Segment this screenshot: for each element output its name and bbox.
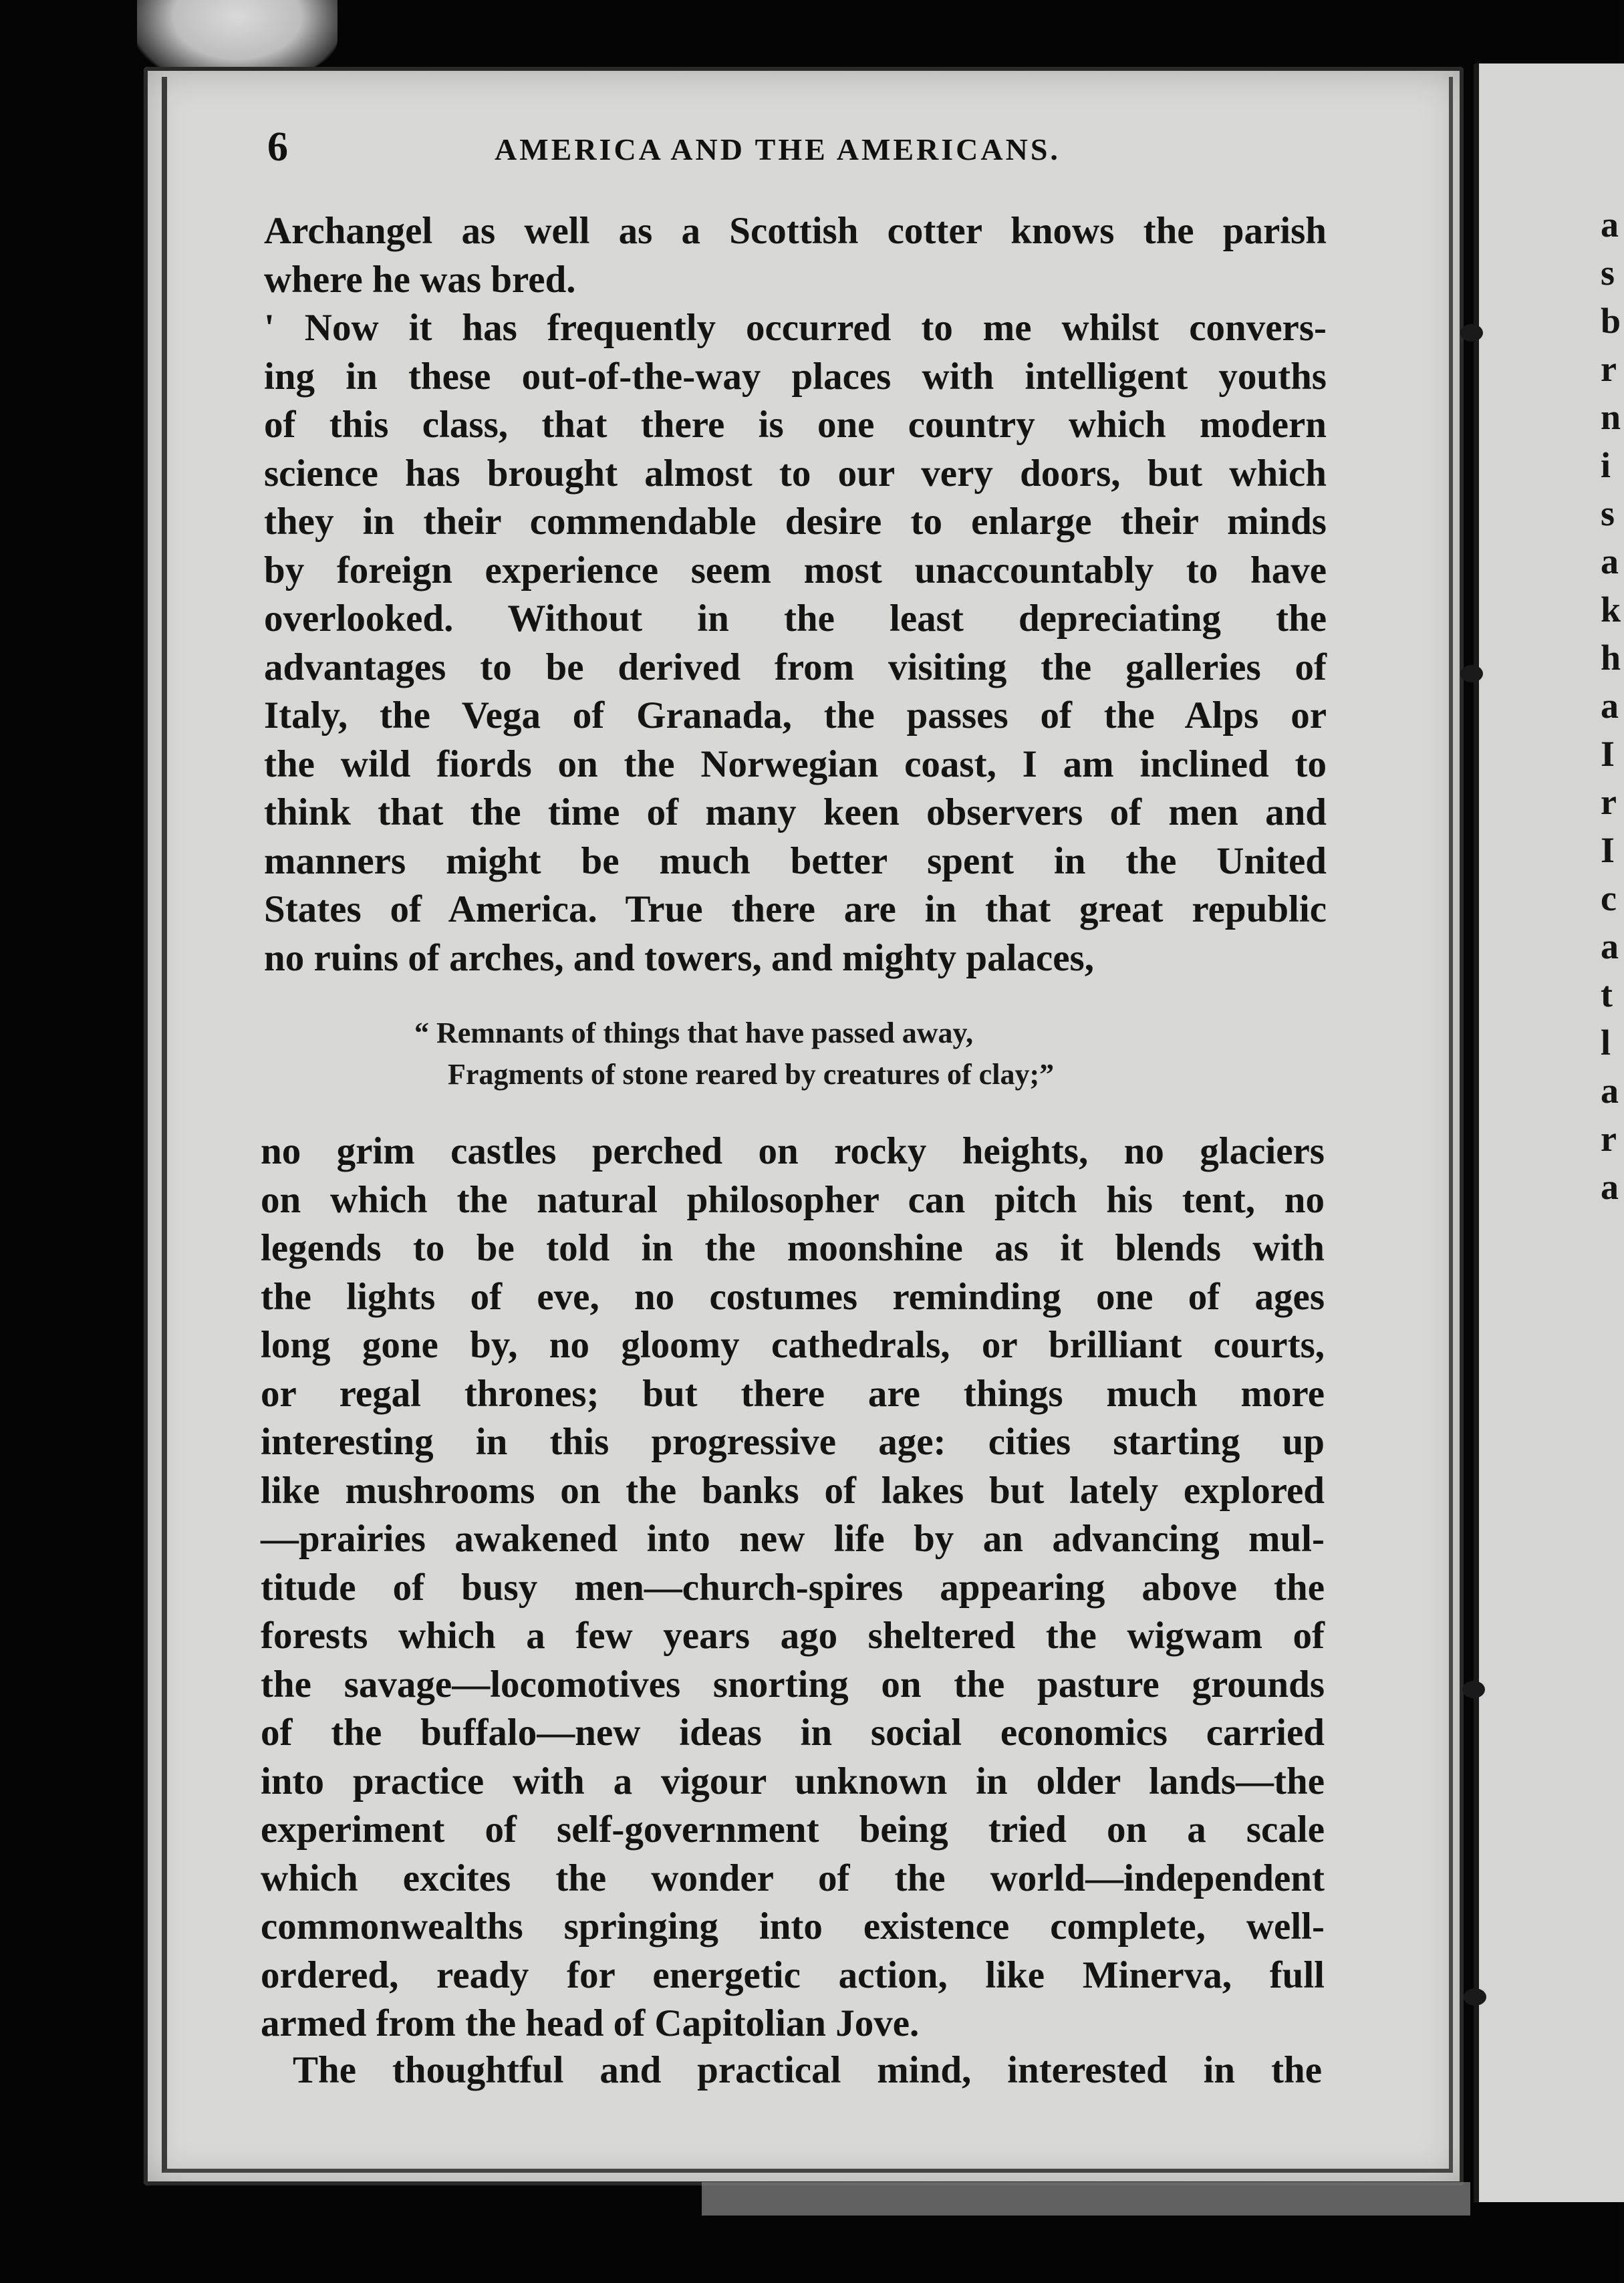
adjacent-page-letter: l: [1601, 1023, 1611, 1063]
adjacent-page-letter: n: [1601, 397, 1621, 437]
binding-mark: [1460, 665, 1483, 682]
adjacent-page-letter: r: [1601, 1119, 1617, 1159]
paragraph-1: [264, 207, 1327, 982]
adjacent-page-text: [1601, 200, 1619, 1211]
text-line: where he was bred.: [264, 258, 576, 301]
text-line: which excites the wonder of the world—independent: [261, 1857, 1325, 1899]
adjacent-page-letter: a: [1601, 541, 1619, 581]
text-line: of the buffalo—new ideas in social economics carried: [261, 1712, 1325, 1754]
adjacent-page-letter: r: [1601, 782, 1617, 822]
text-line: Italy, the Vega of Granada, the passes of the Alps or: [264, 694, 1327, 736]
text-line: armed from the head of Capitolian Jove.: [261, 2002, 920, 2044]
paragraph-3: [293, 2046, 1322, 2095]
adjacent-page-letter: a: [1601, 1167, 1619, 1207]
text-line: no ruins of arches, and towers, and mighty palaces,: [264, 936, 1094, 979]
text-line: science has brought almost to our very doors, but which: [264, 452, 1327, 495]
text-line: no grim castles perched on rocky heights, no glaciers: [261, 1130, 1325, 1172]
running-title: AMERICA AND THE AMERICANS.: [495, 132, 1061, 166]
adjacent-page-letter: t: [1601, 974, 1613, 1015]
adjacent-page-letter: b: [1601, 301, 1621, 341]
text-line: titude of busy men—church-spires appearing above the: [261, 1566, 1325, 1609]
text-line: experiment of self-government being tried on a scale: [261, 1808, 1325, 1851]
binding-mark: [1460, 324, 1483, 342]
adjacent-page-letter: a: [1601, 686, 1619, 726]
text-line: long gone by, no gloomy cathedrals, or brilliant courts,: [261, 1324, 1325, 1366]
adjacent-page-letter: c: [1601, 878, 1617, 918]
text-line: —prairies awakened into new life by an advancing mul-: [261, 1518, 1325, 1560]
page-shadow-strip: [702, 2182, 1470, 2215]
text-line: or regal thrones; but there are things much more: [261, 1372, 1325, 1415]
text-line: ing in these out-of-the-way places with intelligent youths: [264, 355, 1327, 398]
text-line: States of America. True there are in that great republic: [264, 888, 1327, 930]
adjacent-page-letter: I: [1601, 830, 1615, 870]
adjacent-page-letter: s: [1601, 253, 1615, 293]
text-line: the lights of eve, no costumes reminding one of ages: [261, 1275, 1325, 1318]
text-line: they in their commendable desire to enlarge their minds: [264, 501, 1327, 543]
adjacent-page-letter: s: [1601, 493, 1615, 533]
text-line: ' Now it has frequently occurred to me whilst convers-: [264, 307, 1327, 349]
adjacent-page-letter: h: [1601, 638, 1621, 678]
text-line: into practice with a vigour unknown in older lands—the: [261, 1760, 1325, 1802]
text-line: ordered, ready for energetic action, like Minerva, full: [261, 1954, 1325, 1996]
adjacent-page-letter: I: [1601, 734, 1615, 774]
text-line: like mushrooms on the banks of lakes but lately explored: [261, 1469, 1325, 1512]
adjacent-page-letter: a: [1601, 205, 1619, 245]
text-line: manners might be much better spent in the United: [264, 839, 1327, 882]
text-line: commonwealths springing into existence complete, well-: [261, 1905, 1325, 1948]
adjacent-page-letter: a: [1601, 926, 1619, 966]
text-line: by foreign experience seem most unaccountably to have: [264, 549, 1327, 591]
adjacent-page-letter: i: [1601, 445, 1611, 485]
text-line: forests which a few years ago sheltered the wigwam of: [261, 1615, 1325, 1657]
text-line: the savage—locomotives snorting on the pasture grounds: [261, 1663, 1325, 1706]
binding-mark: [1462, 1681, 1485, 1698]
binding-mark: [1464, 1988, 1486, 2006]
running-head: [267, 124, 1337, 170]
adjacent-page-letter: k: [1601, 589, 1621, 630]
text-line: Archangel as well as a Scottish cotter knows the parish: [264, 210, 1327, 252]
text-line: of this class, that there is one country which modern: [264, 404, 1327, 446]
verse-quotation: [414, 1013, 1183, 1095]
page-number: 6: [267, 124, 288, 170]
adjacent-page-letter: r: [1601, 349, 1617, 389]
text-line: think that the time of many keen observers of men and: [264, 791, 1327, 833]
text-line: “ Remnants of things that have passed away,: [414, 1017, 974, 1049]
text-line: legends to be told in the moonshine as it blends with: [261, 1227, 1325, 1269]
adjacent-page-letter: a: [1601, 1071, 1619, 1111]
text-line: the wild fiords on the Norwegian coast, I am inclined to: [264, 743, 1327, 785]
text-line: advantages to be derived from visiting the galleries of: [264, 646, 1327, 688]
text-line: Fragments of stone reared by creatures of clay;”: [448, 1058, 1055, 1091]
text-line: interesting in this progressive age: cities starting up: [261, 1421, 1325, 1463]
text-line: overlooked. Without in the least depreciating the: [264, 597, 1327, 640]
text-line: The thoughtful and practical mind, interested in the: [293, 2049, 1322, 2091]
paragraph-2: [261, 1127, 1325, 2048]
text-line: on which the natural philosopher can pitch his tent, no: [261, 1178, 1325, 1221]
